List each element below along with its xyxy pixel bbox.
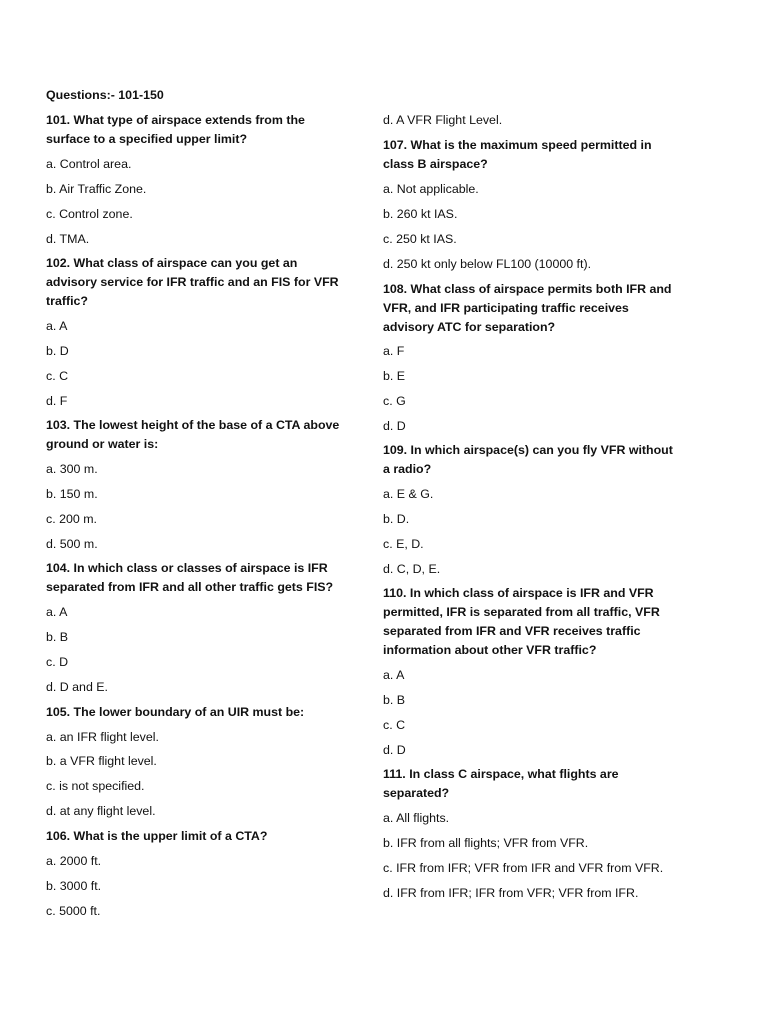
answer-option: b. Air Traffic Zone. [46, 182, 147, 196]
answer-option: a. an IFR flight level. [46, 730, 159, 744]
answer-option: b. D. [383, 512, 410, 526]
answer-option: d. TMA. [46, 232, 90, 246]
question-text: 101. What type of airspace extends from the surface to a specified upper limit? [46, 113, 305, 146]
option-continuation: d. A VFR Flight Level. [383, 113, 503, 127]
answer-option: c. 5000 ft. [46, 904, 101, 918]
answer-option: d. D [383, 743, 406, 757]
answer-option: a. F [383, 344, 405, 358]
question-text: 106. What is the upper limit of a CTA? [46, 829, 268, 843]
answer-option: d. at any flight level. [46, 804, 156, 818]
answer-option: d. 500 m. [46, 537, 98, 551]
answer-option: c. D [46, 655, 69, 669]
answer-option: a. 2000 ft. [46, 854, 102, 868]
answer-option: b. B [46, 630, 69, 644]
answer-option: b. E [383, 369, 406, 383]
answer-option: b. 260 kt IAS. [383, 207, 458, 221]
answer-option: a. A [383, 668, 405, 682]
question-text: 104. In which class or classes of airspace is IFR separated from IFR and all other traffic gets FIS? [46, 561, 334, 594]
question-text: 105. The lower boundary of an UIR must be: [46, 705, 305, 719]
answer-option: c. is not specified. [46, 779, 145, 793]
answer-option: c. Control zone. [46, 207, 133, 221]
answer-option: d. 250 kt only below FL100 (10000 ft). [383, 257, 592, 271]
question-text: 103. The lowest height of the base of a CTA above ground or water is: [46, 418, 340, 451]
question-text: 111. In class C airspace, what flights are separated? [383, 767, 619, 800]
answer-option: c. E, D. [383, 537, 424, 551]
answer-option: b. D [46, 344, 69, 358]
answer-option: a. A [46, 605, 68, 619]
answer-option: b. 150 m. [46, 487, 98, 501]
page-title: Questions:- 101-150 [46, 88, 164, 102]
answer-option: d. F [46, 394, 68, 408]
answer-option: c. 250 kt IAS. [383, 232, 457, 246]
answer-option: b. IFR from all flights; VFR from VFR. [383, 836, 589, 850]
answer-option: c. G [383, 394, 406, 408]
answer-option: d. IFR from IFR; IFR from VFR; VFR from IFR. [383, 886, 639, 900]
answer-option: b. a VFR flight level. [46, 754, 157, 768]
question-text: 102. What class of airspace can you get an advisory service for IFR traffic and an FIS for VFR traffic? [46, 256, 339, 308]
answer-option: c. IFR from IFR; VFR from IFR and VFR from VFR. [383, 861, 664, 875]
question-text: 109. In which airspace(s) can you fly VFR without a radio? [383, 443, 673, 476]
answer-option: a. 300 m. [46, 462, 98, 476]
answer-option: c. C [383, 718, 406, 732]
answer-option: a. Not applicable. [383, 182, 479, 196]
answer-option: c. 200 m. [46, 512, 97, 526]
answer-option: b. B [383, 693, 406, 707]
answer-option: d. D [383, 419, 406, 433]
answer-option: a. E & G. [383, 487, 434, 501]
answer-option: a. A [46, 319, 68, 333]
answer-option: b. 3000 ft. [46, 879, 102, 893]
answer-option: d. D and E. [46, 680, 108, 694]
answer-option: d. C, D, E. [383, 562, 441, 576]
answer-option: a. Control area. [46, 157, 132, 171]
answer-option: a. All flights. [383, 811, 450, 825]
question-text: 110. In which class of airspace is IFR and VFR permitted, IFR is separated from all traffic, VFR separated from IFR and VFR receives traffic information about other VFR traffic? [383, 586, 660, 657]
question-text: 107. What is the maximum speed permitted in class B airspace? [383, 138, 652, 171]
question-text: 108. What class of airspace permits both IFR and VFR, and IFR participating traffic receives advisory ATC for separation? [383, 282, 672, 334]
answer-option: c. C [46, 369, 69, 383]
